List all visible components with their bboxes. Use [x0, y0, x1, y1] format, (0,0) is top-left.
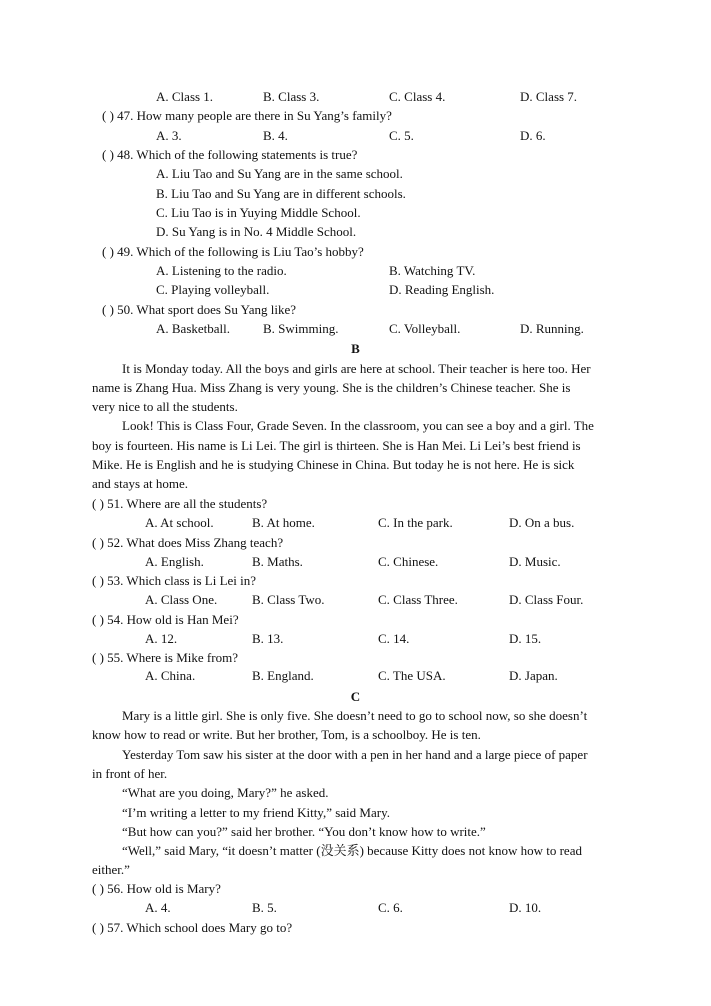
question-text: ( ) 50. What sport does Su Yang like? [102, 302, 297, 317]
option-c: C. 5. [389, 128, 414, 143]
option-c: C. 6. [378, 900, 403, 915]
option-c: C. 14. [378, 631, 410, 646]
option-d: D. Class Four. [509, 592, 584, 607]
question-text: ( ) 55. Where is Mike from? [92, 650, 238, 665]
option-b: B. England. [252, 668, 314, 683]
question-text: ( ) 47. How many people are there in Su Yang’s family? [102, 108, 392, 123]
option-d: D. Reading English. [389, 282, 495, 297]
passage-c-line: “What are you doing, Mary?” he asked. [122, 785, 329, 800]
question-text: ( ) 52. What does Miss Zhang teach? [92, 535, 284, 550]
passage-c-line: “I’m writing a letter to my friend Kitty,” said Mary. [122, 805, 390, 820]
passage-c-line: Mary is a little girl. She is only five. She doesn’t need to go to school now, so she doesn’t [122, 708, 588, 723]
passage-b-line: Look! This is Class Four, Grade Seven. In the classroom, you can see a boy and a girl. The [122, 418, 594, 433]
option-d: D. Su Yang is in No. 4 Middle School. [156, 224, 357, 239]
option-a: A. 3. [156, 128, 182, 143]
option-b: B. Swimming. [263, 321, 339, 336]
question-text: ( ) 49. Which of the following is Liu Tao’s hobby? [102, 244, 364, 259]
option-d: D. Music. [509, 554, 561, 569]
question-text: ( ) 53. Which class is Li Lei in? [92, 573, 257, 588]
option-d: D. Running. [520, 321, 584, 336]
section-b-heading: B [351, 341, 360, 356]
option-a: A. Listening to the radio. [156, 263, 287, 278]
option-c: C. Volleyball. [389, 321, 461, 336]
option-c: C. The USA. [378, 668, 446, 683]
option-b: B. Maths. [252, 554, 303, 569]
option-a: A. English. [145, 554, 204, 569]
option-b: B. Class 3. [263, 89, 320, 104]
passage-b-line: boy is fourteen. His name is Li Lei. The girl is thirteen. She is Han Mei. Li Lei’s best friend is [92, 438, 581, 453]
passage-b-line: It is Monday today. All the boys and girls are here at school. Their teacher is here too. Her [122, 361, 591, 376]
option-c: C. Playing volleyball. [156, 282, 270, 297]
option-c: C. Liu Tao is in Yuying Middle School. [156, 205, 361, 220]
option-d: D. Japan. [509, 668, 558, 683]
option-a: A. 4. [145, 900, 171, 915]
passage-c-line: Yesterday Tom saw his sister at the door with a pen in her hand and a large piece of paper [122, 747, 588, 762]
option-b: B. Class Two. [252, 592, 325, 607]
option-a: A. 12. [145, 631, 178, 646]
question-text: ( ) 51. Where are all the students? [92, 496, 268, 511]
option-a: A. At school. [145, 515, 214, 530]
passage-c-line: in front of her. [92, 766, 168, 781]
option-b: B. Watching TV. [389, 263, 476, 278]
passage-c-line: “But how can you?” said her brother. “You don’t know how to write.” [122, 824, 486, 839]
option-a: A. Class One. [145, 592, 218, 607]
passage-b-line: very nice to all the students. [92, 399, 238, 414]
option-d: D. 6. [520, 128, 546, 143]
option-c: C. In the park. [378, 515, 453, 530]
option-b: B. Liu Tao and Su Yang are in different schools. [156, 186, 406, 201]
passage-b-line: Mike. He is English and he is studying Chinese in China. But today he is not here. He is sick [92, 457, 575, 472]
option-d: D. On a bus. [509, 515, 575, 530]
option-b: B. 4. [263, 128, 288, 143]
option-c: C. Class Three. [378, 592, 458, 607]
option-b: B. 5. [252, 900, 277, 915]
option-b: B. At home. [252, 515, 315, 530]
passage-c-line: “Well,” said Mary, “it doesn’t matter (没关系) because Kitty does not know how to read [122, 843, 582, 858]
option-c: C. Class 4. [389, 89, 446, 104]
passage-c-line: either.” [92, 862, 130, 877]
option-d: D. 10. [509, 900, 542, 915]
passage-b-line: and stays at home. [92, 476, 189, 491]
question-text: ( ) 56. How old is Mary? [92, 881, 221, 896]
option-b: B. 13. [252, 631, 284, 646]
passage-b-line: name is Zhang Hua. Miss Zhang is very young. She is the children’s Chinese teacher. She is [92, 380, 571, 395]
option-a: A. Liu Tao and Su Yang are in the same school. [156, 166, 403, 181]
passage-c-line: know how to read or write. But her brother, Tom, is a schoolboy. He is ten. [92, 727, 481, 742]
option-a: A. China. [145, 668, 196, 683]
option-d: D. 15. [509, 631, 542, 646]
question-text: ( ) 48. Which of the following statements is true? [102, 147, 358, 162]
section-c-heading: C [350, 689, 361, 704]
option-c: C. Chinese. [378, 554, 439, 569]
question-text: ( ) 57. Which school does Mary go to? [92, 920, 293, 935]
option-a: A. Basketball. [156, 321, 231, 336]
option-d: D. Class 7. [520, 89, 578, 104]
option-a: A. Class 1. [156, 89, 214, 104]
question-text: ( ) 54. How old is Han Mei? [92, 612, 239, 627]
